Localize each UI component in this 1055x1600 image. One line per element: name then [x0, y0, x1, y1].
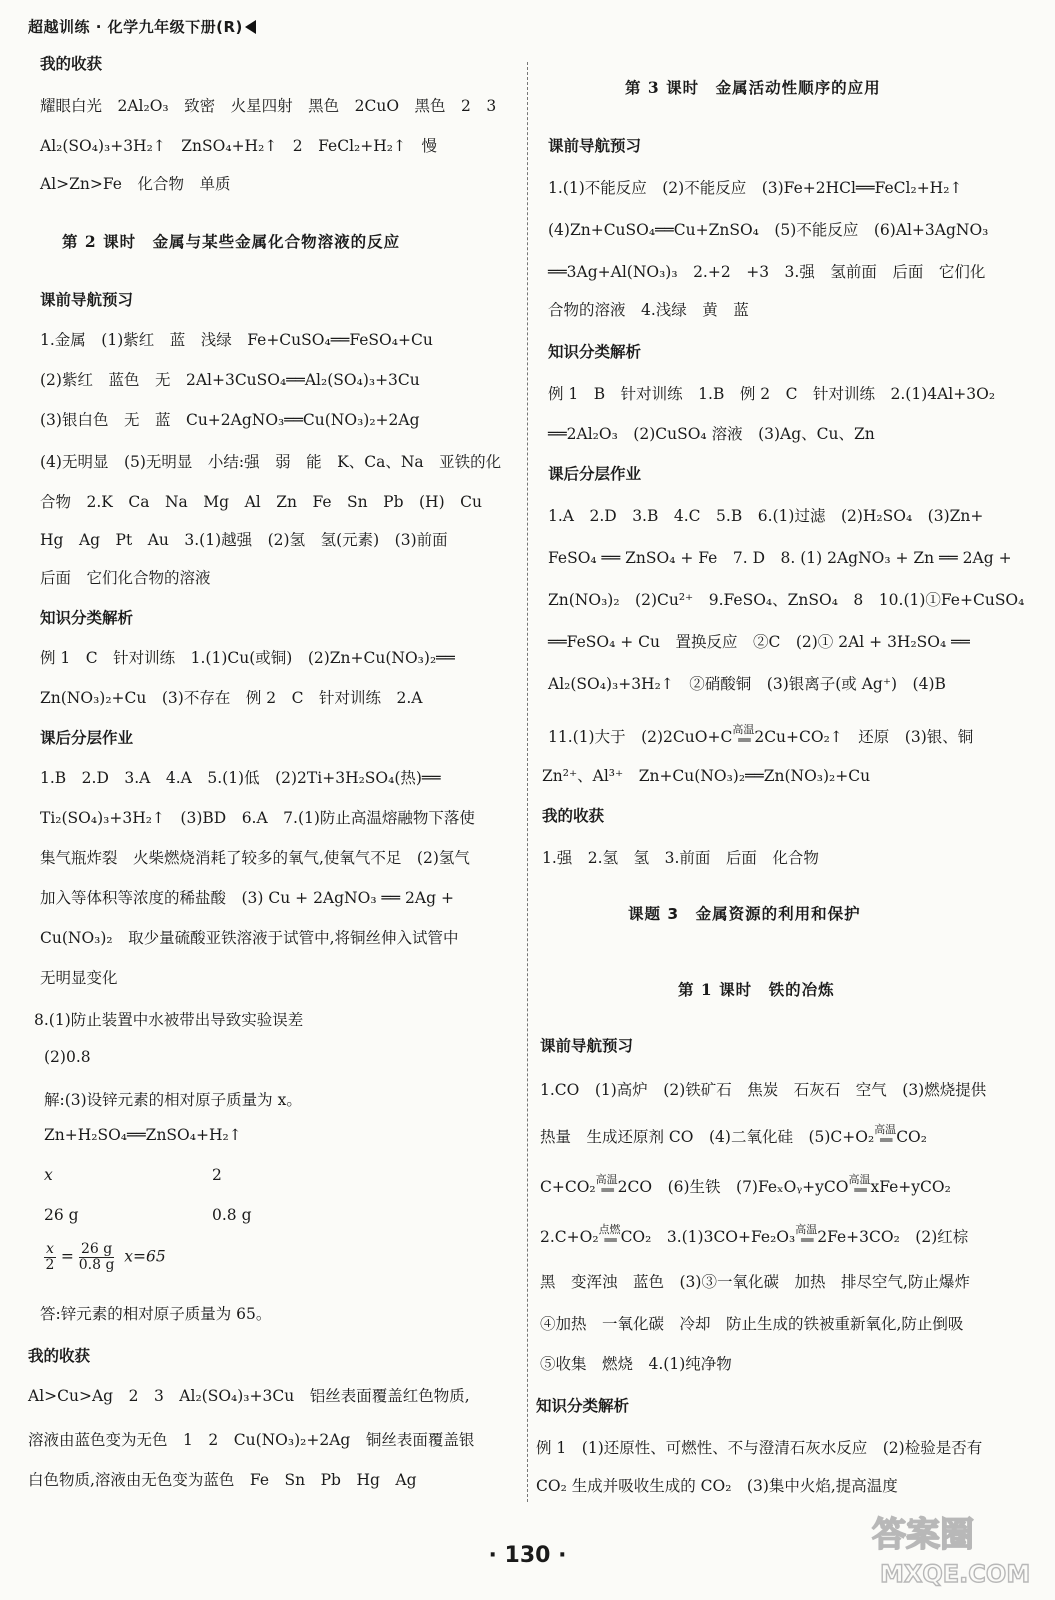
text-span: 11.(1)大于 (2)2CuO+C [548, 728, 733, 746]
fraction-right [79, 1242, 115, 1273]
text-line: 例 1 C 针对训练 1.(1)Cu(或铜) (2)Zn+Cu(NO₃)₂══ [40, 649, 455, 667]
header-title: 超越训练 · 化学九年级下册(R) [28, 18, 243, 36]
condition-label: 点燃 [598, 1223, 621, 1236]
text-line: (4)Zn+CuSO₄══Cu+ZnSO₄ (5)不能反应 (6)Al+3AgNO₃ [548, 221, 989, 239]
text-line: 8.(1)防止装置中水被带出导致实验误差 [34, 1011, 304, 1029]
reaction-arrow-icon: ══ [879, 1133, 891, 1147]
reaction-condition [795, 1224, 817, 1246]
text-line: Al>Cu>Ag 2 3 Al₂(SO₄)₃+3Cu 铝丝表面覆盖红色物质, [28, 1387, 470, 1405]
calc-08g: 0.8 g [212, 1206, 252, 1224]
fraction-left [44, 1242, 56, 1273]
equation-line [540, 1124, 927, 1147]
text-line: (3)银白色 无 蓝 Cu+2AgNO₃══Cu(NO₃)₂+2Ag [40, 411, 420, 429]
text-line: 1.强 2.氢 氢 3.前面 后面 化合物 [542, 849, 819, 867]
section-heading: 我的收获 [28, 1347, 91, 1365]
running-header [28, 16, 256, 37]
text-line: Zn²⁺、Al³⁺ Zn+Cu(NO₃)₂══Zn(NO₃)₂+Cu [542, 767, 871, 785]
text-line: 1.CO (1)高炉 (2)铁矿石 焦炭 石灰石 空气 (3)燃烧提供 [540, 1081, 987, 1099]
text-line: ══FeSO₄ + Cu 置换反应 ②C (2)① 2Al + 3H₂SO₄ ══ [548, 633, 970, 651]
calc-26g: 26 g [44, 1206, 79, 1224]
text-line: 合物的溶液 4.浅绿 黄 蓝 [548, 301, 749, 319]
section-heading: 知识分类解析 [536, 1397, 630, 1415]
text-line: 例 1 B 针对训练 1.B 例 2 C 针对训练 2.(1)4Al+3O₂ [548, 385, 996, 403]
condition-label: 高温 [732, 723, 755, 736]
watermark-url: MXQE.COM [880, 1560, 1031, 1588]
reaction-arrow-icon: ══ [800, 1233, 812, 1247]
text-line: 1.(1)不能反应 (2)不能反应 (3)Fe+2HCl══FeCl₂+H₂↑ [548, 179, 963, 197]
reaction-condition [848, 1174, 870, 1196]
reaction-condition [599, 1224, 621, 1246]
text-line: Cu(NO₃)₂ 取少量硫酸亚铁溶液于试管中,将铜丝伸入试管中 [40, 929, 459, 947]
text-line: (4)无明显 (5)无明显 小结:强 弱 能 K、Ca、Na 亚铁的化 [40, 453, 502, 471]
text-line: Ti₂(SO₄)₃+3H₂↑ (3)BD 6.A 7.(1)防止高温熔融物下落使 [40, 809, 475, 827]
text-line: 解:(3)设锌元素的相对原子质量为 x。 [44, 1091, 302, 1109]
text-line: 后面 它们化合物的溶液 [40, 569, 211, 587]
text-line: 白色物质,溶液由无色变为蓝色 Fe Sn Pb Hg Ag [28, 1471, 417, 1489]
topic-title: 课题 3 金属资源的利用和保护 [628, 905, 861, 923]
lesson-title: 第 2 课时 金属与某些金属化合物溶液的反应 [62, 232, 401, 251]
section-heading: 课前导航预习 [548, 137, 642, 155]
reaction-arrow-icon: ══ [854, 1183, 865, 1197]
text-span: 2Fe+3CO₂ (2)红棕 [817, 1228, 969, 1246]
text-line: (2)0.8 [44, 1048, 91, 1066]
text-line: Al₂(SO₄)₃+3H₂↑ ②硝酸铜 (3)银离子(或 Ag⁺) (4)B [548, 675, 946, 693]
text-span: 2Cu+CO₂↑ 还原 (3)银、铜 [754, 728, 974, 746]
reaction-condition [874, 1124, 896, 1146]
section-heading: 我的收获 [40, 55, 103, 73]
condition-label: 高温 [595, 1173, 618, 1186]
text-line: 无明显变化 [40, 969, 118, 987]
text-line: Zn(NO₃)₂ (2)Cu²⁺ 9.FeSO₄、ZnSO₄ 8 10.(1)①Fe+CuSO₄ [548, 591, 1025, 609]
section-heading: 课前导航预习 [540, 1037, 634, 1055]
text-line: 例 1 (1)还原性、可燃性、不与澄清石灰水反应 (2)检验是否有 [536, 1439, 983, 1457]
text-line: 1.A 2.D 3.B 4.C 5.B 6.(1)过滤 (2)H₂SO₄ (3)Zn+ [548, 507, 984, 525]
equation-line [540, 1174, 951, 1197]
text-line: CO₂ 生成并吸收生成的 CO₂ (3)集中火焰,提高温度 [536, 1477, 898, 1495]
section-heading: 课后分层作业 [548, 465, 642, 483]
reaction-arrow-icon: ══ [738, 733, 749, 747]
section-heading: 知识分类解析 [40, 609, 134, 627]
reaction-arrow-icon: ══ [601, 1183, 612, 1197]
text-span: CO₂ 3.(1)3CO+Fe₂O₃ [620, 1228, 796, 1246]
text-line: ══3Ag+Al(NO₃)₃ 2.+2 +3 3.强 氢前面 后面 它们化 [548, 263, 986, 281]
section-heading: 课后分层作业 [40, 729, 134, 747]
text-span: CO₂ [896, 1128, 927, 1146]
text-line: 耀眼白光 2Al₂O₃ 致密 火星四射 黑色 2CuO 黑色 2 3 [40, 97, 497, 115]
watermark-text: 答案圈 [872, 1515, 974, 1555]
section-heading: 知识分类解析 [548, 343, 642, 361]
text-line: Al>Zn>Fe 化合物 单质 [40, 175, 231, 193]
equation-line: Zn+H₂SO₄══ZnSO₄+H₂↑ [44, 1126, 242, 1144]
reaction-condition [596, 1174, 618, 1196]
text-line: 合物 2.K Ca Na Mg Al Zn Fe Sn Pb (H) Cu [40, 493, 482, 511]
text-line: 溶液由蓝色变为无色 1 2 Cu(NO₃)₂+2Ag 铜丝表面覆盖银 [28, 1431, 475, 1449]
section-heading: 课前导航预习 [40, 291, 134, 309]
watermark-logo [860, 1500, 1040, 1590]
equation-line [548, 724, 973, 747]
text-line: 答:锌元素的相对原子质量为 65。 [40, 1305, 272, 1323]
equation-line [540, 1224, 968, 1247]
text-line: FeSO₄ ══ ZnSO₄ + Fe 7. D 8. (1) 2AgNO₃ + Zn ══ 2Ag + [548, 549, 1012, 567]
fraction-numerator: x [46, 1241, 54, 1257]
fraction-denominator: 2 [45, 1257, 55, 1273]
condition-label: 高温 [874, 1123, 897, 1136]
fraction-result: x=65 [124, 1247, 166, 1266]
calc-x: x [44, 1166, 53, 1184]
text-line: ④加热 一氧化碳 冷却 防止生成的铁被重新氧化,防止倒吸 [540, 1315, 964, 1333]
text-line: ══2Al₂O₃ (2)CuSO₄ 溶液 (3)Ag、Cu、Zn [548, 425, 875, 443]
text-line: 集气瓶炸裂 火柴燃烧消耗了较多的氧气,使氧气不足 (2)氢气 [40, 849, 470, 867]
lesson-title: 第 1 课时 铁的冶炼 [678, 980, 835, 999]
reaction-arrow-icon: ══ [604, 1233, 615, 1247]
section-heading: 我的收获 [542, 807, 605, 825]
text-span: C+CO₂ [540, 1178, 596, 1196]
fraction-numerator: 26 g [79, 1242, 115, 1258]
text-span: 2.C+O₂ [540, 1228, 599, 1246]
text-span: 热量 生成还原剂 CO (4)二氧化硅 (5)C+O₂ [540, 1128, 875, 1146]
text-span: xFe+yCO₂ [870, 1178, 951, 1196]
triangle-marker-icon [245, 20, 256, 34]
calc-2: 2 [212, 1166, 222, 1184]
lesson-title: 第 3 课时 金属活动性顺序的应用 [625, 78, 881, 97]
fraction-denominator: 0.8 g [78, 1257, 115, 1273]
text-span: 2CO (6)生铁 (7)FeₓOᵧ+yCO [617, 1178, 849, 1196]
text-line: Al₂(SO₄)₃+3H₂↑ ZnSO₄+H₂↑ 2 FeCl₂+H₂↑ 慢 [40, 137, 437, 155]
fraction-equation: $\frac{x}{2}$ = $\frac{26 g}{0.8 g}$ x=65 [45, 1241, 166, 1273]
text-line: (2)紫红 蓝色 无 2Al+3CuSO₄══Al₂(SO₄)₃+3Cu [40, 371, 420, 389]
text-line: Hg Ag Pt Au 3.(1)越强 (2)氢 氢(元素) (3)前面 [40, 531, 448, 549]
page-number: · 130 · [488, 1543, 567, 1568]
condition-label: 高温 [795, 1223, 818, 1236]
reaction-condition [732, 724, 754, 746]
text-line: 黑 变浑浊 蓝色 (3)③一氧化碳 加热 排尽空气,防止爆炸 [540, 1273, 970, 1291]
text-line: 1.金属 (1)紫红 蓝 浅绿 Fe+CuSO₄══FeSO₄+Cu [40, 331, 433, 349]
text-line: ⑤收集 燃烧 4.(1)纯净物 [540, 1355, 732, 1373]
column-divider [527, 62, 529, 1502]
text-line: Zn(NO₃)₂+Cu (3)不存在 例 2 C 针对训练 2.A [40, 689, 423, 707]
text-line: 1.B 2.D 3.A 4.A 5.(1)低 (2)2Ti+3H₂SO₄(热)══ [40, 769, 441, 787]
condition-label: 高温 [848, 1173, 871, 1186]
text-line: 加入等体积等浓度的稀盐酸 (3) Cu + 2AgNO₃ ══ 2Ag + [40, 889, 454, 907]
